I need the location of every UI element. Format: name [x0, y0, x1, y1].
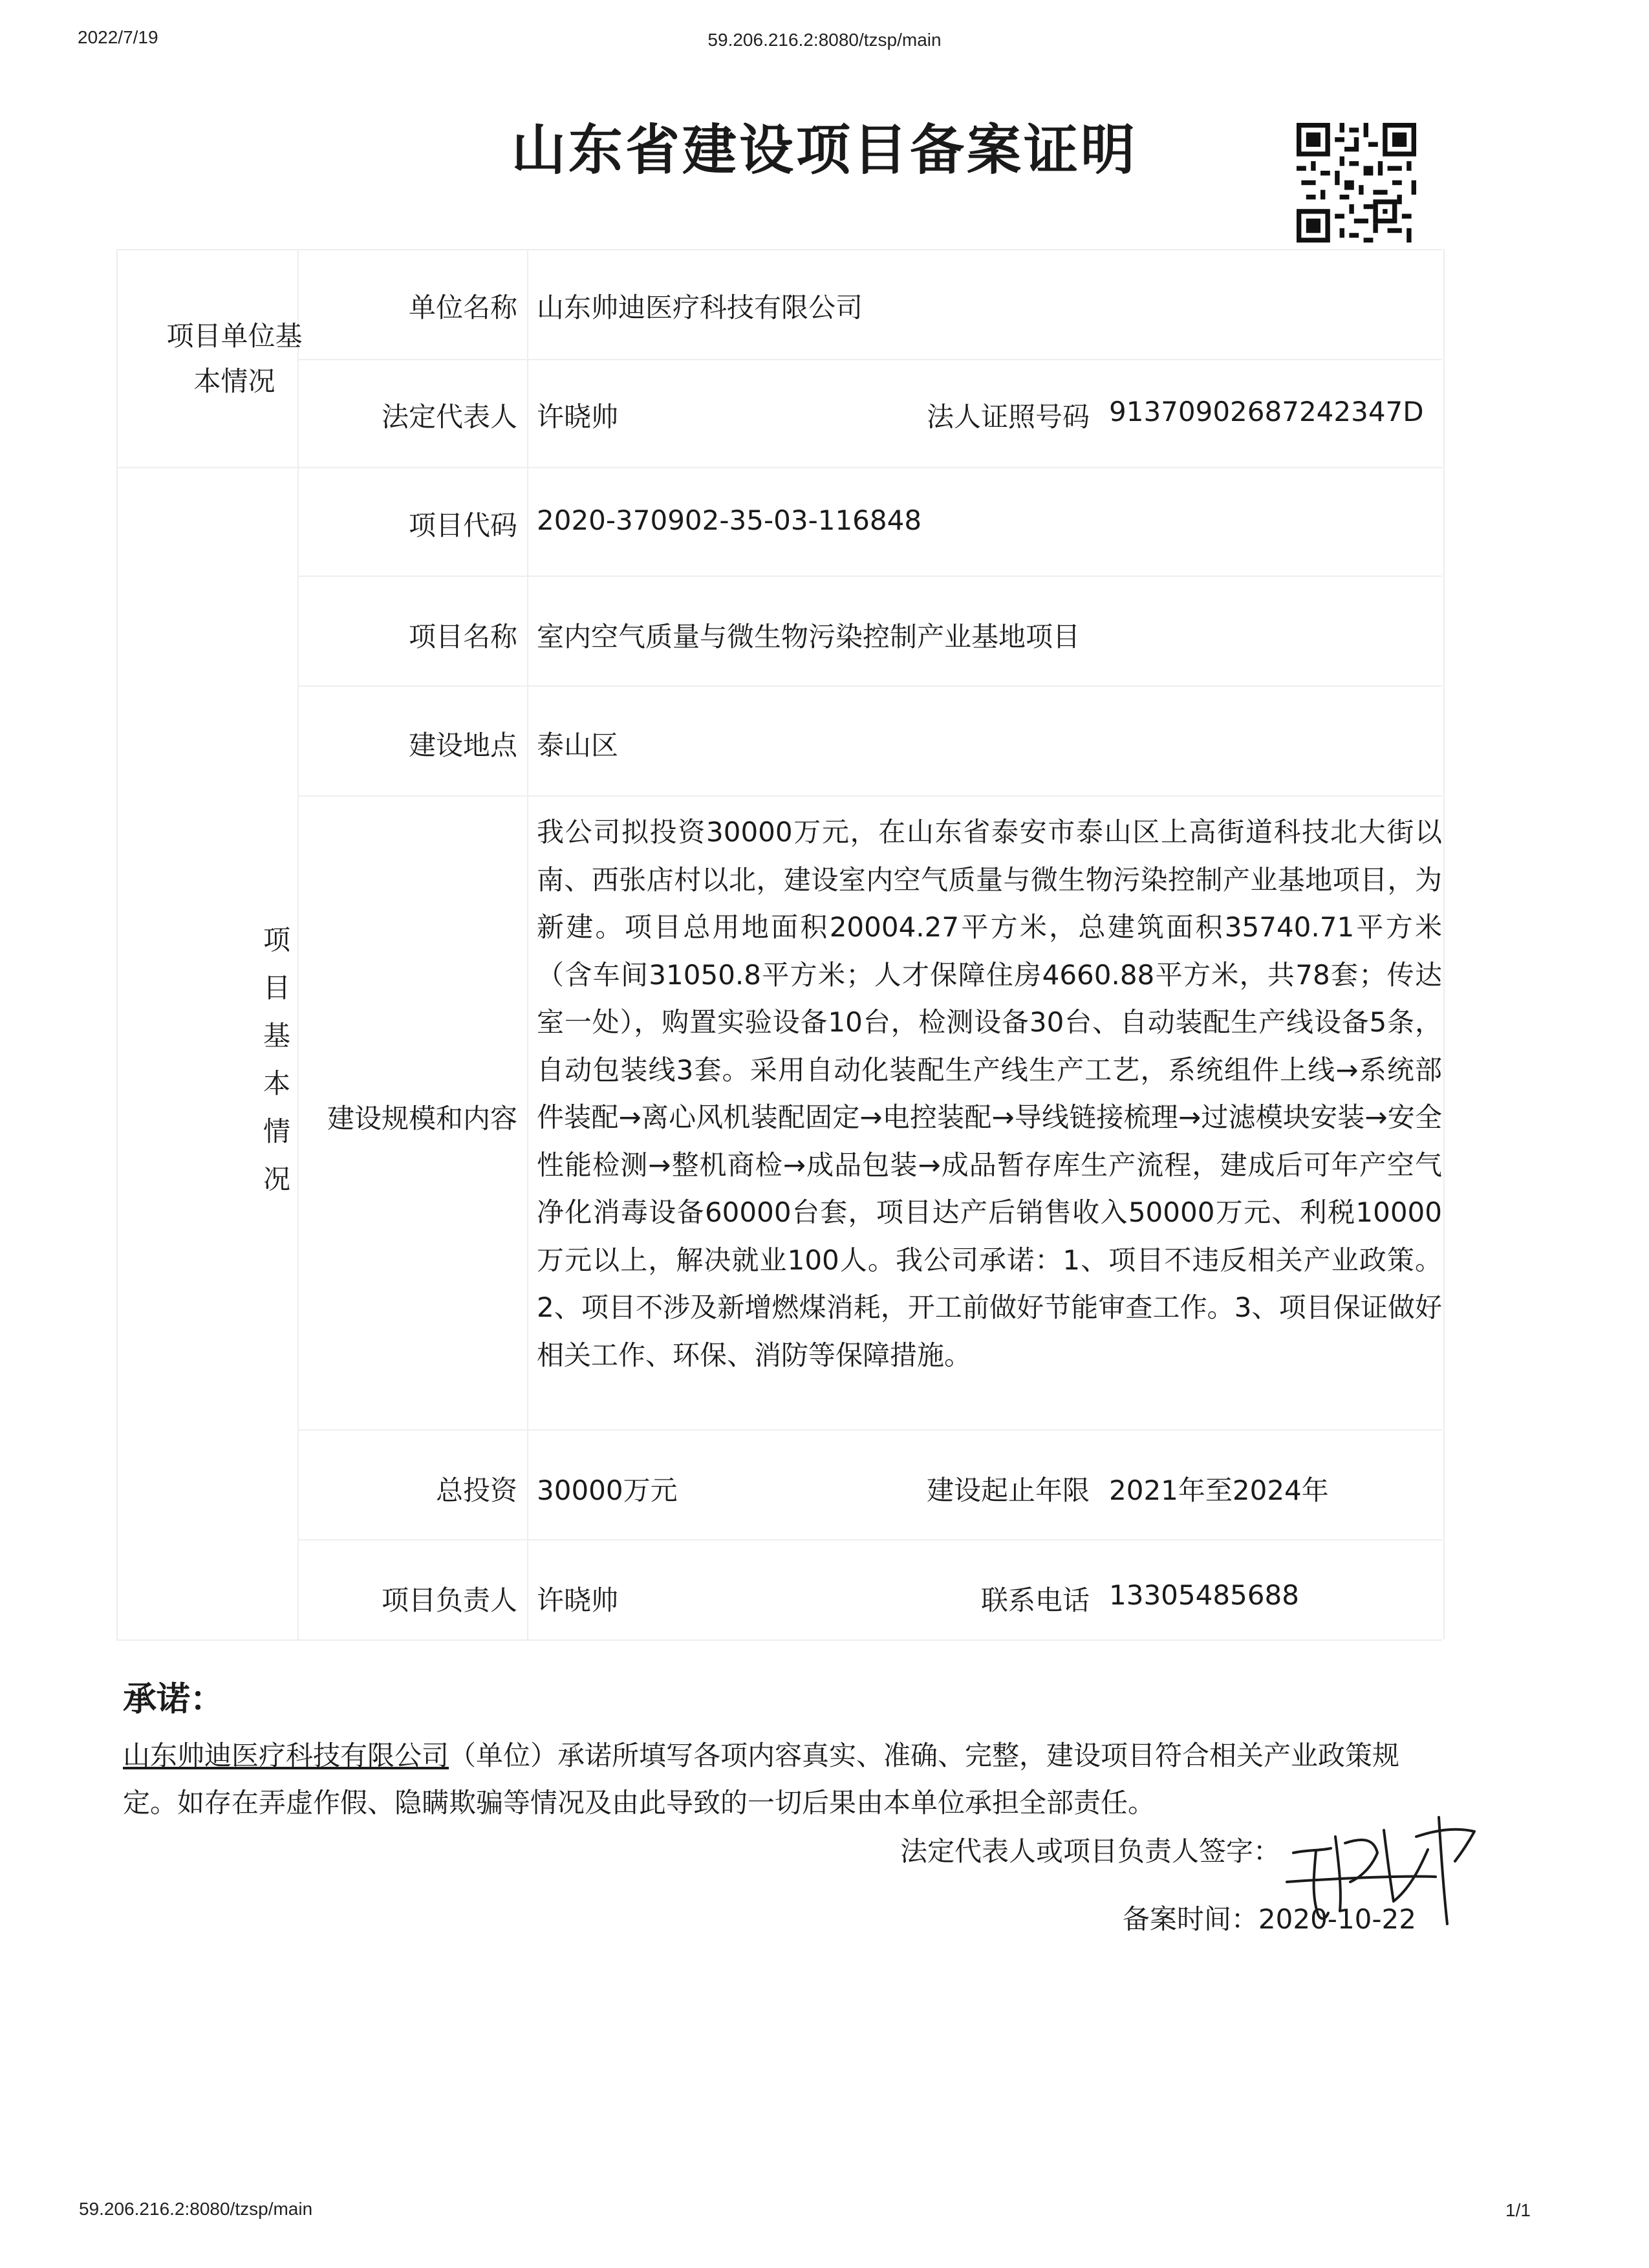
label-unit-name: 单位名称	[408, 292, 517, 323]
label-license-no: 法人证照号码	[926, 401, 1090, 433]
commitment-company: 山东帅迪医疗科技有限公司	[123, 1740, 449, 1771]
value-unit-name: 山东帅迪医疗科技有限公司	[537, 292, 863, 323]
record-date: 2020-10-22	[1258, 1903, 1416, 1935]
page-count: 1/1	[1505, 2200, 1531, 2220]
grid-line	[116, 249, 1442, 250]
grid-line	[297, 1429, 1442, 1431]
grid-line	[297, 359, 1442, 360]
commitment-heading: 承诺：	[123, 1680, 224, 1719]
grid-line	[297, 795, 1442, 797]
print-url-top: 59.206.216.2:8080/tzsp/main	[707, 30, 942, 50]
grid-line	[297, 576, 1442, 577]
print-date: 2022/7/19	[78, 27, 158, 47]
record-date-label: 备案时间：	[1122, 1903, 1258, 1935]
section-unit-info: 项目单位基本情况	[166, 320, 303, 397]
print-url-bottom: 59.206.216.2:8080/tzsp/main	[79, 2199, 313, 2219]
value-project-lead: 许晓帅	[537, 1584, 619, 1616]
label-period: 建设起止年限	[926, 1474, 1090, 1506]
label-scale-content: 建设规模和内容	[327, 1103, 517, 1134]
grid-line	[297, 249, 299, 1639]
label-project-name: 项目名称	[408, 621, 517, 653]
label-project-lead: 项目负责人	[381, 1584, 517, 1616]
value-scale-content: 我公司拟投资30000万元，在山东省泰安市泰山区上高街道科技北大街以南、西张店村以北，建设室内空气质量与微生物污染控制产业基地项目，为新建。项目总用地面积20004.27平方米，总建筑面积35740.71平方米（含车间31050.8平方米；人才保障住房4660.88平方米，共78套；传达室一处），购置实验设备10台，检测设备30台、自动装配生产线设备5条，自动包装线3套。采用自动化装配生产线生产工艺，系统组件上线→系统部件装配→离心风机装配固定→电控装配→导线链接梳理→过滤模块安装→安全性能检测→整机商检→成品包装→成品暂存库生产流程，建成后可年产空气净化消毒设备60000台套，项目达产后销售收入50000万元、利税10000万元以上，解决就业100人。我公司承诺：1、项目不违反相关产业政策。2、项目不涉及新增燃煤消耗，开工前做好节能审查工作。3、项目保证做好相关工作、环保、消防等保障措施。	[537, 816, 1442, 1371]
grid-line	[297, 686, 1442, 687]
label-location: 建设地点	[408, 729, 517, 761]
value-location: 泰山区	[537, 729, 619, 761]
value-total-investment: 30000万元	[537, 1474, 678, 1506]
label-legal-rep: 法定代表人	[381, 401, 517, 433]
document-title: 山东省建设项目备案证明	[511, 118, 1137, 182]
label-phone: 联系电话	[980, 1584, 1090, 1616]
qr-code-icon	[1297, 123, 1416, 243]
value-period: 2021年至2024年	[1109, 1474, 1329, 1506]
value-legal-rep: 许晓帅	[537, 401, 619, 433]
value-license-no: 91370902687242347D	[1109, 396, 1424, 427]
commitment-text-block	[123, 1732, 1416, 1826]
grid-line	[297, 1539, 1442, 1540]
grid-line	[116, 1639, 1442, 1641]
label-project-code: 项目代码	[408, 510, 517, 541]
value-project-code: 2020-370902-35-03-116848	[537, 504, 922, 536]
value-project-name: 室内空气质量与微生物污染控制产业基地项目	[537, 621, 1081, 653]
label-total-investment: 总投资	[435, 1474, 517, 1506]
handwritten-signature	[1280, 1791, 1494, 1934]
grid-line	[527, 249, 528, 1639]
value-phone: 13305485688	[1109, 1579, 1299, 1611]
commitment-text: （单位）承诺所填写各项内容真实、准确、完整，建设项目符合相关产业政策规定。如存在弄虚作假、隐瞒欺骗等情况及由此导致的一切后果由本单位承担全部责任。	[123, 1740, 1400, 1819]
grid-line	[116, 467, 1442, 468]
section-project-info: 项目基本情况	[263, 924, 290, 1195]
signature-label: 法定代表人或项目负责人签字：	[900, 1835, 1280, 1867]
